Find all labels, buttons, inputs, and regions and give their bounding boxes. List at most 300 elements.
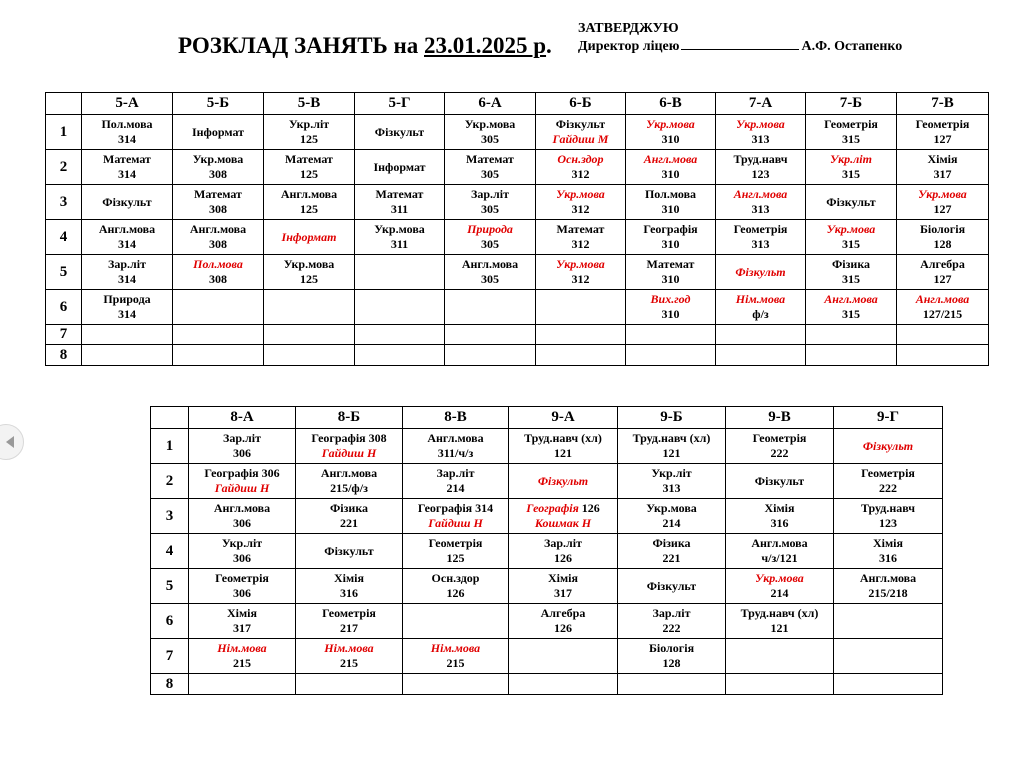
lesson-row (151, 674, 943, 695)
subject-name: Математ (194, 187, 242, 201)
lesson-cell (403, 604, 509, 639)
lesson-cell (618, 429, 726, 464)
period-number: 1 (46, 115, 82, 150)
subject-name: Осн.здор (557, 152, 604, 166)
director-label: Директор ліцею (578, 39, 680, 54)
lesson-cell (82, 290, 173, 325)
subject-line (806, 257, 896, 272)
detail-line: 305 (481, 132, 499, 146)
period-number: 4 (46, 220, 82, 255)
subject-line (626, 117, 715, 132)
detail-line: 214 (770, 586, 789, 600)
subject-name: Геометрія (733, 222, 788, 236)
class-header-9-А: 9-А (509, 407, 618, 429)
lesson-cell (445, 150, 536, 185)
lesson-cell (897, 150, 989, 185)
detail-line: 313 (662, 481, 681, 495)
subject-line (296, 641, 402, 656)
subject-line (618, 501, 725, 516)
lesson-cell (355, 185, 445, 220)
detail-line: 308 (209, 272, 227, 286)
lesson-cell (189, 604, 296, 639)
lesson-cell (264, 290, 355, 325)
lesson-cell (536, 345, 626, 366)
detail-line: 215/ф/з (330, 481, 368, 495)
subject-name: Математ (646, 257, 695, 271)
detail-line: 127 (933, 272, 952, 286)
subject-name: Укр.літ (221, 536, 263, 550)
subject-line (726, 474, 833, 489)
lesson-cell (618, 499, 726, 534)
period-number: 1 (151, 429, 189, 464)
subject-line (716, 187, 805, 202)
detail-line: 310 (661, 202, 680, 216)
subject-line (264, 257, 354, 272)
lesson-cell (445, 325, 536, 345)
lesson-cell (536, 115, 626, 150)
subject-name: Англ.мова (189, 222, 247, 236)
subject-line (173, 125, 263, 140)
detail-line: 317 (554, 586, 572, 600)
subject-line (536, 222, 625, 237)
subject-line (403, 431, 508, 446)
lesson-cell (626, 290, 716, 325)
lesson-row (46, 290, 989, 325)
detail-line: Гайдиш Н (428, 516, 483, 530)
subject-name: Укр.мова (283, 257, 335, 271)
lesson-row (46, 150, 989, 185)
subject-name: Геометрія (824, 117, 878, 131)
lesson-cell (509, 464, 618, 499)
subject-line (726, 571, 833, 586)
subject-name: Англ.мова (427, 431, 484, 445)
lesson-cell (536, 150, 626, 185)
lesson-cell (726, 639, 834, 674)
subject-line (189, 571, 295, 586)
subject-line (173, 222, 263, 237)
subject-line (897, 257, 988, 272)
lesson-cell (355, 115, 445, 150)
subject-line (264, 152, 354, 167)
subject-name: Пол.мова (101, 117, 153, 131)
detail-line: 305 (481, 237, 499, 251)
subject-line (189, 606, 295, 621)
subject-name: Укр.мова (374, 222, 425, 236)
subject-name: Фізкульт (862, 438, 914, 453)
lesson-cell (82, 115, 173, 150)
subject-name: Фізкульт (555, 117, 606, 131)
detail-line: 127/215 (922, 307, 963, 321)
period-number: 3 (46, 185, 82, 220)
class-header-7-В: 7-В (897, 93, 989, 115)
lesson-cell (189, 569, 296, 604)
subject-name: Фізкульт (735, 264, 786, 279)
lesson-cell (834, 429, 943, 464)
lesson-cell (716, 220, 806, 255)
lesson-cell (618, 534, 726, 569)
lesson-cell (626, 345, 716, 366)
lesson-cell (626, 255, 716, 290)
lesson-cell (264, 220, 355, 255)
subject-name: Англ.мова (733, 187, 788, 201)
subject-line (618, 536, 725, 551)
lesson-cell (173, 325, 264, 345)
subject-line (189, 536, 295, 551)
detail-line: 127 (933, 202, 952, 216)
detail-line: 215/218 (868, 586, 908, 600)
subject-name: Фізика (652, 536, 691, 550)
subject-line (626, 292, 715, 307)
detail-line: Кошмак Н (534, 516, 592, 530)
subject-name: Хімія (764, 501, 795, 515)
detail-line: 125 (446, 551, 465, 565)
lesson-cell (296, 674, 403, 695)
detail-line: 314 (118, 167, 136, 181)
subject-line (716, 222, 805, 237)
lesson-row (151, 569, 943, 604)
subject-line (897, 117, 988, 132)
lesson-cell (355, 150, 445, 185)
subject-line (509, 474, 617, 489)
lesson-cell (403, 429, 509, 464)
lesson-cell (716, 325, 806, 345)
subject-line (897, 152, 988, 167)
period-number: 4 (151, 534, 189, 569)
subject-line (189, 501, 295, 516)
detail-line: 308 (209, 167, 227, 181)
lesson-cell (403, 569, 509, 604)
class-header-8-В: 8-В (403, 407, 509, 429)
lesson-row (46, 185, 989, 220)
detail-line: 121 (770, 621, 789, 635)
lesson-cell (536, 220, 626, 255)
subject-line (626, 187, 715, 202)
lesson-cell (806, 150, 897, 185)
period-number: 2 (151, 464, 189, 499)
lesson-cell (716, 185, 806, 220)
lesson-cell (806, 220, 897, 255)
lesson-cell (897, 185, 989, 220)
lesson-cell (264, 150, 355, 185)
lesson-cell (726, 464, 834, 499)
lesson-cell (296, 639, 403, 674)
subject-line (296, 501, 402, 516)
lesson-cell (834, 534, 943, 569)
lesson-cell (82, 325, 173, 345)
detail-line: 222 (770, 446, 789, 460)
subject-name: Зар.літ (223, 431, 261, 445)
lesson-cell (355, 220, 445, 255)
subject-name: Зар.літ (544, 536, 582, 550)
detail-line: 128 (933, 237, 952, 251)
detail-line: 312 (571, 272, 590, 286)
subject-name: Англ.мова (643, 152, 698, 166)
period-number: 3 (151, 499, 189, 534)
detail-line: 313 (751, 202, 770, 216)
lesson-cell (536, 290, 626, 325)
subject-name: Геометрія (752, 431, 807, 445)
lesson-cell (726, 534, 834, 569)
subject-name: Осн.здор (431, 571, 480, 585)
detail-line: 312 (571, 202, 590, 216)
lesson-cell (897, 290, 989, 325)
subject-line (355, 160, 444, 175)
subject-name: Англ.мова (280, 187, 338, 201)
lesson-cell (173, 115, 264, 150)
subject-line (509, 536, 617, 551)
subject-line (296, 544, 402, 559)
page-title (178, 33, 552, 59)
lesson-cell (626, 150, 716, 185)
lesson-row (46, 220, 989, 255)
subject-name: Нім.мова (430, 641, 481, 655)
period-number: 2 (46, 150, 82, 185)
detail-line: 215 (446, 656, 465, 670)
subject-line (403, 501, 508, 516)
subject-line (403, 641, 508, 656)
subject-name: Геометрія (215, 571, 269, 585)
detail-line: 121 (662, 446, 681, 460)
detail-line: 314 (118, 237, 136, 251)
subject-name: Хімія (873, 536, 903, 550)
subject-line (618, 579, 725, 594)
subject-line (536, 152, 625, 167)
lesson-cell (726, 569, 834, 604)
lesson-cell (189, 464, 296, 499)
subject-name: Укр.мова (826, 222, 876, 236)
subject-line (355, 222, 444, 237)
subject-line (618, 466, 725, 481)
class-header-7-А: 7-А (716, 93, 806, 115)
subject-line (296, 431, 402, 446)
detail-line: 310 (661, 237, 680, 251)
class-header-6-А: 6-А (445, 93, 536, 115)
subject-line (536, 257, 625, 272)
subject-name: Географія 308 (311, 431, 387, 445)
detail-line: 215 (340, 656, 358, 670)
class-header-row (46, 93, 989, 115)
subject-line (296, 466, 402, 481)
period-header-corner (46, 93, 82, 115)
approval-block (578, 20, 902, 56)
lesson-cell (189, 674, 296, 695)
subject-name: Геометрія (861, 466, 915, 480)
director-name: А.Ф. Остапенко (801, 39, 903, 54)
lesson-cell (806, 290, 897, 325)
subject-line (618, 606, 725, 621)
subject-name: Англ.мова (213, 501, 271, 515)
subject-line (403, 536, 508, 551)
subject-line (189, 466, 295, 481)
lesson-cell (726, 674, 834, 695)
detail-line: 306 (233, 586, 251, 600)
subject-line (897, 292, 988, 307)
lesson-cell (296, 429, 403, 464)
subject-line (536, 187, 625, 202)
class-header-9-В: 9-В (726, 407, 834, 429)
subject-line (445, 222, 535, 237)
subject-line (264, 230, 354, 245)
lesson-cell (626, 115, 716, 150)
subject-name: Англ.мова (915, 292, 970, 306)
subject-name: Труд.навч (хл) (632, 431, 711, 445)
subject-name: Фізкульт (646, 578, 697, 593)
subject-line (509, 606, 617, 621)
subject-line (716, 292, 805, 307)
class-header-5-В: 5-В (264, 93, 355, 115)
subject-line (806, 195, 896, 210)
prev-page-arrow-icon[interactable] (0, 424, 24, 460)
subject-line (445, 117, 535, 132)
subject-line (834, 571, 942, 586)
lesson-cell (509, 499, 618, 534)
subject-name: Укр.літ (830, 152, 872, 166)
lesson-cell (264, 345, 355, 366)
detail-line: 310 (661, 167, 680, 181)
lesson-cell (403, 464, 509, 499)
lesson-cell (189, 639, 296, 674)
title-date: 23.01.2025 р (424, 33, 547, 58)
subject-name: Труд.навч (хл) (524, 431, 602, 445)
detail-line: 310 (661, 307, 680, 321)
lesson-cell (618, 569, 726, 604)
subject-line (626, 152, 715, 167)
class-header-5-А: 5-А (82, 93, 173, 115)
detail-line: 308 (209, 202, 227, 216)
detail-line: 214 (662, 516, 681, 530)
subject-name: Математ (285, 152, 333, 166)
detail-line: 123 (879, 516, 897, 530)
lesson-cell (403, 639, 509, 674)
chevron-left-icon (6, 436, 14, 448)
lesson-cell (726, 604, 834, 639)
detail-line: 312 (571, 167, 590, 181)
subject-name: Укр.мова (556, 257, 605, 271)
lesson-cell (173, 345, 264, 366)
lesson-cell (897, 325, 989, 345)
detail-line: 314 (118, 132, 136, 146)
subject-name: Зар.літ (436, 466, 475, 480)
subject-name: Географія (643, 222, 698, 236)
subject-line (264, 117, 354, 132)
subject-line (445, 152, 535, 167)
subject-name: Фізкульт (374, 124, 425, 139)
subject-name: Зар.літ (652, 606, 691, 620)
lesson-cell (509, 674, 618, 695)
subject-name: Інформат (373, 159, 426, 174)
lesson-cell (626, 220, 716, 255)
lesson-cell (618, 639, 726, 674)
subject-line (618, 641, 725, 656)
schedule-table-grades-5-7 (45, 92, 989, 366)
lesson-cell (509, 569, 618, 604)
detail-line: 306 (233, 551, 251, 565)
subject-name: Труд.навч (860, 501, 916, 515)
lesson-cell (296, 604, 403, 639)
lesson-cell (403, 499, 509, 534)
lesson-row (46, 345, 989, 366)
class-header-row (151, 407, 943, 429)
class-header-6-Б: 6-Б (536, 93, 626, 115)
lesson-cell (82, 345, 173, 366)
subject-name: Геометрія (428, 536, 483, 550)
lesson-cell (536, 325, 626, 345)
class-header-9-Б: 9-Б (618, 407, 726, 429)
lesson-cell (445, 220, 536, 255)
lesson-cell (806, 345, 897, 366)
lesson-cell (445, 290, 536, 325)
detail-line: 214 (446, 481, 465, 495)
detail-line: 310 (661, 272, 680, 286)
director-line (578, 38, 902, 56)
subject-line (509, 571, 617, 586)
subject-name: Географія (526, 501, 579, 515)
lesson-row (151, 534, 943, 569)
lesson-cell (806, 325, 897, 345)
subject-line (626, 222, 715, 237)
detail-line: ф/з (752, 307, 769, 321)
lesson-cell (834, 674, 943, 695)
lesson-row (151, 604, 943, 639)
lesson-row (151, 429, 943, 464)
subject-line (897, 222, 988, 237)
lesson-cell (82, 255, 173, 290)
subject-line (626, 257, 715, 272)
detail-line: 305 (481, 202, 499, 216)
subject-name: Пол.мова (193, 257, 243, 271)
subject-line (296, 571, 402, 586)
lesson-cell (716, 290, 806, 325)
subject-name: Інформат (281, 229, 337, 244)
class-header-6-В: 6-В (626, 93, 716, 115)
detail-line: 315 (842, 307, 860, 321)
lesson-cell (626, 325, 716, 345)
subject-name: Математ (375, 187, 424, 201)
subject-line (716, 152, 805, 167)
lesson-cell (509, 604, 618, 639)
detail-line: 310 (661, 132, 680, 146)
detail-line: ч/з/121 (761, 551, 798, 565)
lesson-row (151, 639, 943, 674)
lesson-cell (726, 499, 834, 534)
subject-line (806, 117, 896, 132)
room-number: 126 (578, 501, 600, 515)
subject-line (189, 641, 295, 656)
detail-line: 315 (842, 132, 860, 146)
subject-name: Фізкульт (826, 194, 876, 209)
lesson-cell (264, 255, 355, 290)
lesson-row (46, 255, 989, 290)
subject-line (445, 187, 535, 202)
lesson-cell (626, 185, 716, 220)
subject-name: Природа (103, 292, 151, 306)
subject-name: Укр.мова (646, 117, 695, 131)
lesson-cell (716, 255, 806, 290)
detail-line: 215 (233, 656, 251, 670)
subject-name: Алгебра (920, 257, 965, 271)
detail-line: 306 (233, 446, 251, 460)
subject-line (189, 431, 295, 446)
subject-name: Укр.мова (556, 187, 605, 201)
lesson-cell (82, 220, 173, 255)
period-number: 5 (46, 255, 82, 290)
subject-name: Географія 306 (204, 466, 280, 480)
lesson-cell (296, 534, 403, 569)
period-number: 8 (151, 674, 189, 695)
subject-line (264, 187, 354, 202)
subject-name: Нім.мова (735, 292, 786, 306)
lesson-cell (716, 150, 806, 185)
